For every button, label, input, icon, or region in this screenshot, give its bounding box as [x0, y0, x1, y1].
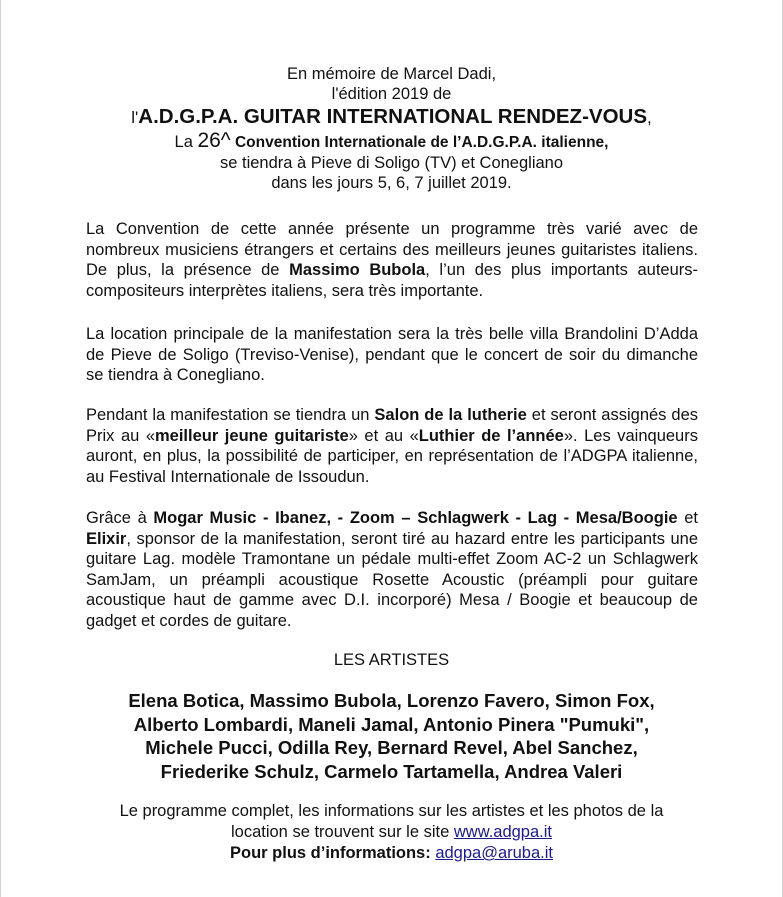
event-title-prefix: l' — [131, 108, 139, 127]
memorial-line: En mémoire de Marcel Dadi, — [286, 65, 497, 83]
event-title-text: A.D.G.P.A. GUITAR INTERNATIONAL RENDEZ-VOUS — [138, 105, 648, 128]
artists-line: Alberto Lombardi, Maneli Jamal, Antonio Pinera "Pumuki", — [133, 713, 650, 735]
convention-line — [1, 131, 782, 153]
footer-line3 — [1, 843, 782, 864]
paragraph-sponsors — [86, 508, 698, 631]
site-link[interactable]: www.adgpa.it — [453, 823, 552, 841]
edition-line: l'édition 2019 de — [331, 85, 452, 103]
artists-line: Michele Pucci, Odilla Rey, Bernard Revel, Abel Sanchez, — [145, 737, 638, 758]
p3-text-e: » et au « — [348, 426, 419, 445]
paragraph-prizes — [86, 405, 698, 487]
location-line: se tiendra à Pieve di Soligo (TV) et Conegliano — [219, 154, 564, 172]
p3-bold-prize2: Luthier de l’année — [418, 426, 564, 445]
p3-text-c: et seront assignés des Prix au « — [86, 406, 698, 445]
info-label: Pour plus d’informations: — [229, 844, 436, 862]
artists-list — [91, 689, 692, 783]
dates-line: dans les jours 5, 6, 7 juillet 2019. — [271, 174, 512, 192]
p3-bold-salon: Salon de la lutherie — [374, 406, 527, 424]
footer-line1: Le programme complet, les informations sur les artistes et les photos de la — [119, 802, 664, 820]
artists-heading: LES ARTISTES — [333, 651, 450, 669]
convention-text: Convention Internationale de l’A.D.G.P.A. italienne, — [230, 134, 609, 151]
p3-bold-prize1: meilleur jeune guitariste — [155, 426, 349, 445]
convention-number: 26^ — [197, 129, 231, 152]
p1-text-c: , l’un des plus importants auteurs-compositeurs interprètes italiens, sera très importante. — [86, 261, 698, 300]
convention-prefix: La — [174, 133, 198, 151]
p1-text-a: La Convention de cette année présente un programme très varié avec de nombreux musiciens étrangers et certains des meilleurs jeunes guitaristes italiens. De plus, la présence de — [86, 220, 698, 279]
email-link[interactable]: adgpa@aruba.it — [435, 844, 553, 862]
p4-text-e: , sponsor de la manifestation, seront tiré au hazard entre les participants une guitare Lag. modèle Tramontane un pédale multi-effet Zoom AC-2 un Schlagwerk SamJam, un préampli acoustique Rosette Acoustic (préampli pour guitare acoustique haut de gamme avec D.I. incorporé) Mesa / Boogie et beaucoup de gadget et cordes de guitare. — [86, 529, 698, 630]
artists-line: Elena Botica, Massimo Bubola, Lorenzo Favero, Simon Fox, — [128, 690, 655, 711]
document-footer — [1, 801, 782, 864]
p4-text-a: Grâce à — [86, 509, 154, 527]
p4-text-c: et — [677, 509, 698, 527]
paragraph-location: La location principale de la manifestation sera la très belle villa Brandolini D’Adda de Pieve de Soligo (Treviso-Venise), pendant que le concert de soir du dimanche se tiendra à Conegliano. — [86, 325, 698, 384]
document-header — [1, 64, 782, 193]
p1-bold-name: Massimo Bubola — [289, 261, 426, 279]
event-title — [1, 104, 782, 131]
footer-site-text: location se trouvent sur le site — [230, 823, 454, 841]
footer-line2 — [1, 822, 782, 843]
p3-text-a: Pendant la manifestation se tiendra un — [86, 406, 375, 424]
artists-line: Friederike Schulz, Carmelo Tartamella, Andrea Valeri — [160, 760, 623, 782]
p4-bold-elixir: Elixir — [86, 529, 127, 548]
event-title-suffix: , — [647, 108, 652, 127]
p4-bold-sponsors: Mogar Music - Ibanez, - Zoom – Schlagwerk - Lag - Mesa/Boogie — [153, 509, 678, 527]
p3-text-g: ». Les vainqueurs auront, en plus, la possibilité de participer, en représentation de l’ADGPA italienne, au Festival Internationale de Issoudun. — [86, 426, 698, 486]
paragraph-program — [86, 219, 698, 301]
